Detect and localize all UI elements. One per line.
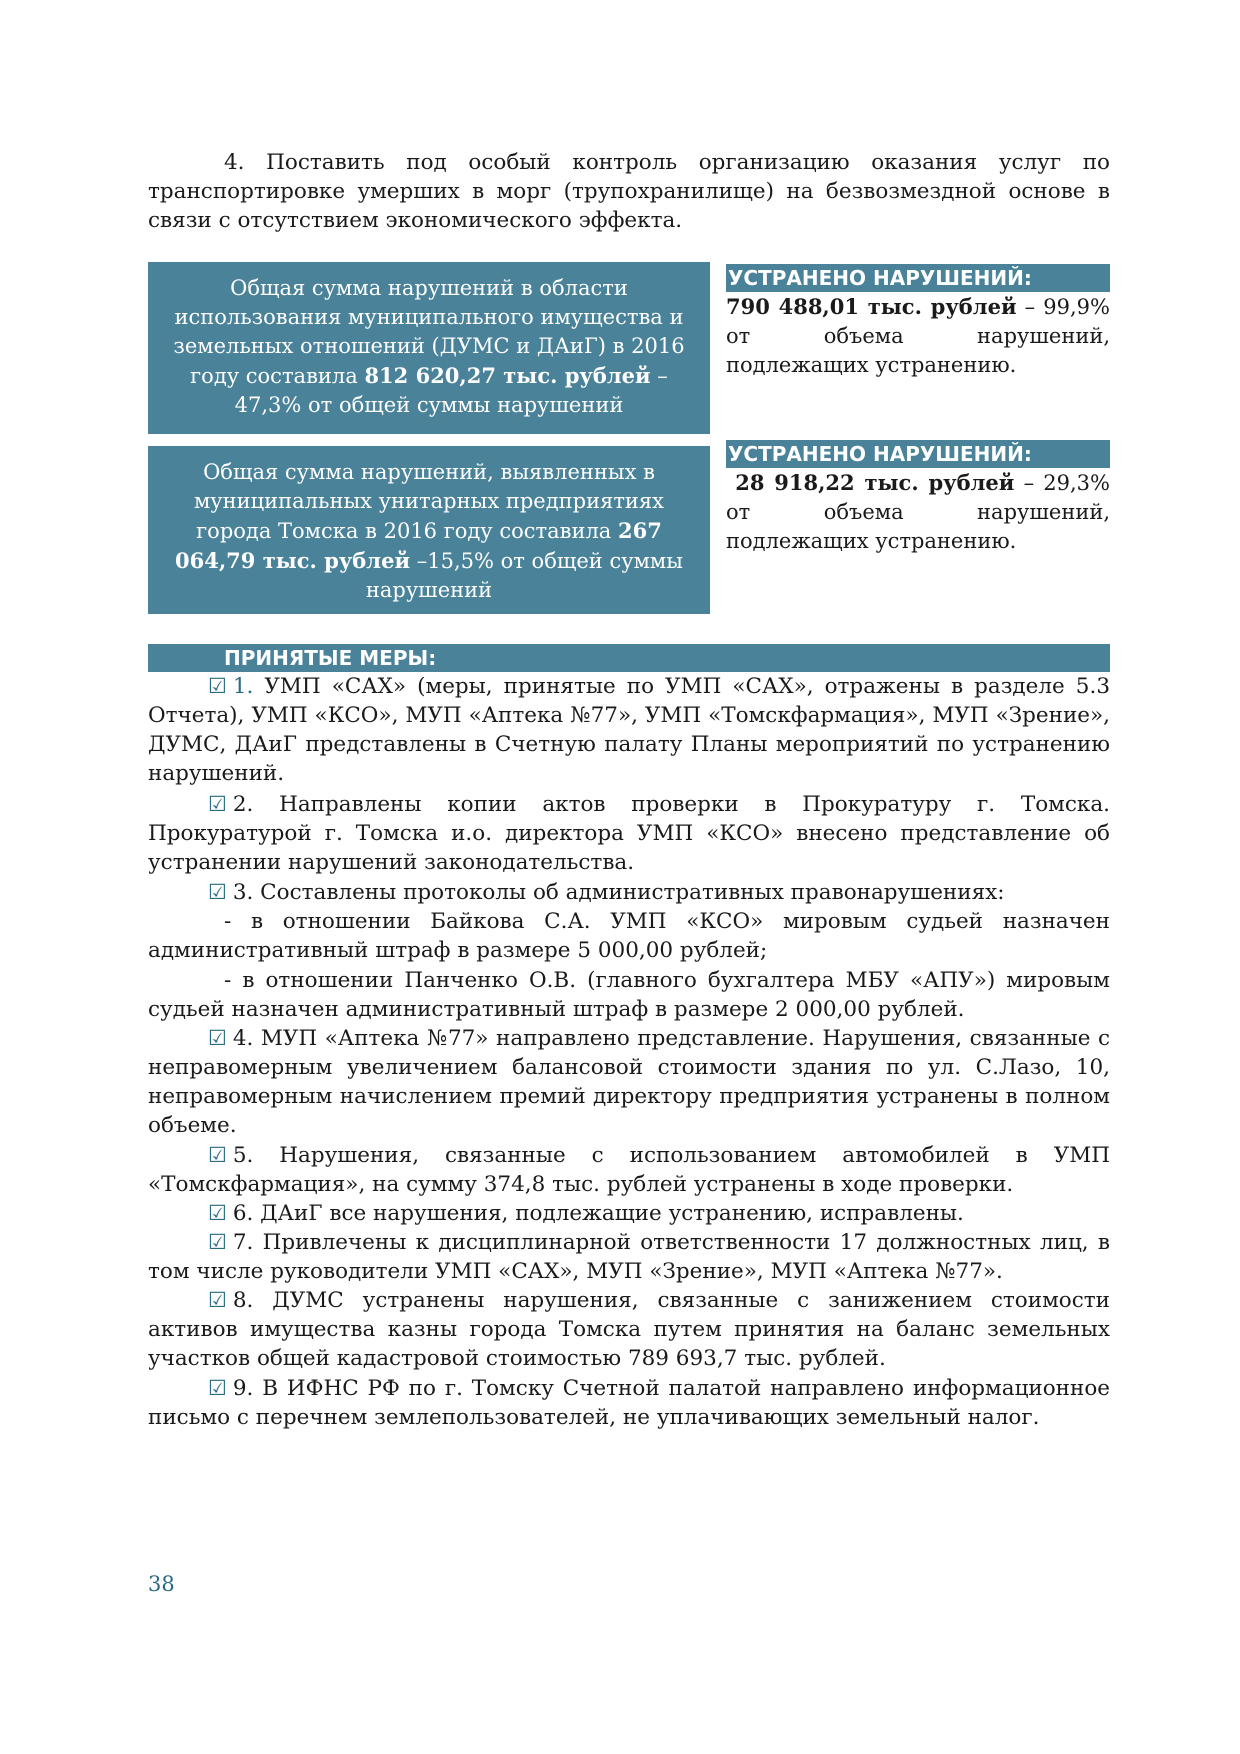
summary-box-enterprises: Общая сумма нарушений, выявленных в муниципальных унитарных предприятиях города Томска в 2016 году составила 267 064,79 тыс. рублей –15,5% от общей суммы нарушений — [148, 446, 710, 614]
measures-header: ПРИНЯТЫЕ МЕРЫ: — [148, 644, 1110, 672]
summary-amount: 267 064,79 тыс. рублей — [175, 518, 662, 573]
eliminated-header-1: УСТРАНЕНО НАРУШЕНИЙ: — [726, 264, 1110, 292]
eliminated-header-2: УСТРАНЕНО НАРУШЕНИЙ: — [726, 440, 1110, 468]
sub-item-2: - в отношении Панченко О.В. (главного бухгалтера МБУ «АПУ») мировым судьей назначен административный штраф в размере 2 000,00 рублей. — [148, 968, 1110, 1022]
page-number: 38 — [148, 1572, 175, 1596]
eliminated-text-2: 28 918,22 тыс. рублей – 29,3% от объема нарушений, подлежащих устранению. — [726, 470, 1110, 553]
sub-item-1: - в отношении Байкова С.А. УМП «КСО» мировым судьей назначен административный штраф в размере 5 000,00 рублей; — [148, 909, 1110, 963]
checkbox-icon: ☑ — [208, 1376, 227, 1400]
measure-item-8: ☑ 8. ДУМС устранены нарушения, связанные с занижением стоимости активов имущества казны города Томска путем принятия на баланс земельных участков общей кадастровой стоимостью 789 693,7 тыс. рублей. — [148, 1288, 1110, 1371]
checkbox-icon: ☑ — [208, 674, 227, 698]
summary-amount: 812 620,27 тыс. рублей — [364, 363, 651, 388]
measure-item-4: ☑ 4. МУП «Аптека №77» направлено представление. Нарушения, связанные с неправомерным увеличением балансовой стоимости здания по ул. С.Лазо, 10, неправомерным начислением премий директору предприятия устранены в полном объеме. — [148, 1026, 1110, 1138]
checkbox-icon: ☑ — [208, 792, 227, 816]
measure-item-2: ☑ 2. Направлены копии актов проверки в Прокуратуру г. Томска. Прокуратурой г. Томска и.о. директора УМП «КСО» внесено представление об устранении нарушений законодательства. — [148, 792, 1110, 875]
summary-box-property: Общая сумма нарушений в области использования муниципального имущества и земельных отношений (ДУМС и ДАиГ) в 2016 году составила 812 620,27 тыс. рублей – 47,3% от общей суммы нарушений — [148, 262, 710, 434]
checkbox-icon: ☑ — [208, 1201, 227, 1225]
measure-item-7: ☑ 7. Привлечены к дисциплинарной ответственности 17 должностных лиц, в том числе руководители УМП «САХ», МУП «Зрение», МУП «Аптека №77». — [148, 1230, 1110, 1284]
checkbox-icon: ☑ — [208, 880, 227, 904]
eliminated-text-1: 790 488,01 тыс. рублей – 99,9% от объема нарушений, подлежащих устранению. — [726, 294, 1110, 377]
checkbox-icon: ☑ — [208, 1026, 227, 1050]
intro-paragraph: 4. Поставить под особый контроль организацию оказания услуг по транспортировке умерших в морг (трупохранилище) на безвозмездной основе в связи с отсутствием экономического эффекта. — [148, 150, 1110, 233]
checkbox-icon: ☑ — [208, 1230, 227, 1254]
checkbox-icon: ☑ — [208, 1288, 227, 1312]
measure-item-5: ☑ 5. Нарушения, связанные с использованием автомобилей в УМП «Томскфармация», на сумму 374,8 тыс. рублей устранены в ходе проверки. — [148, 1143, 1110, 1197]
measure-item-1: ☑ 1. УМП «САХ» (меры, принятые по УМП «САХ», отражены в разделе 5.3 Отчета), УМП «КСО», МУП «Аптека №77», УМП «Томскфармация», МУП «Зрение», ДУМС, ДАиГ представлены в Счетную палату Планы мероприятий по устранению нарушений. — [148, 674, 1110, 786]
measure-item-9: ☑ 9. В ИФНС РФ по г. Томску Счетной палатой направлено информационное письмо с перечнем землепользователей, не уплачивающих земельный налог. — [148, 1376, 1110, 1430]
measure-item-6: ☑ 6. ДАиГ все нарушения, подлежащие устранению, исправлены. — [208, 1201, 964, 1226]
measure-item-3: ☑ 3. Составлены протоколы об административных правонарушениях: — [208, 880, 1005, 905]
checkbox-icon: ☑ — [208, 1143, 227, 1167]
